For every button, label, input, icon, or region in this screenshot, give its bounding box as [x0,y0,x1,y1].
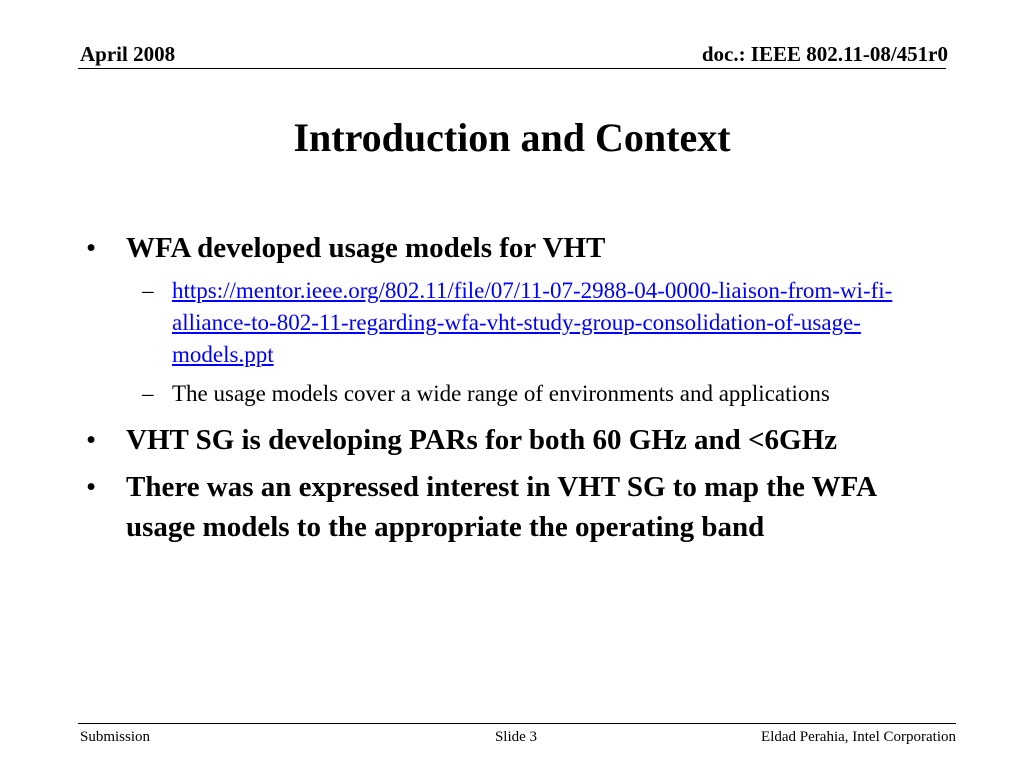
bullet-dot-icon: • [86,232,97,264]
sub-item-text: The usage models cover a wide range of environments and applications [172,381,830,406]
dash-icon: – [142,278,154,303]
bullet-dot-icon: • [86,424,97,456]
bullet-text: VHT SG is developing PARs for both 60 GHz and <6GHz [126,424,837,456]
sub-item-link [80,275,950,371]
bullet-item [80,420,950,460]
bullet-item [80,228,950,268]
footer-author: Eldad Perahia, Intel Corporation [761,729,956,745]
bullet-dot-icon: • [86,471,97,503]
footer-submission: Submission [80,729,151,745]
slide-body [80,228,950,547]
slide-title: Introduction and Context [293,115,731,160]
dash-icon: – [142,381,154,406]
bullet-text: There was an expressed interest in VHT SG to map the WFA usage models to the appropriate the operating band [126,471,876,543]
bullet-item [80,467,950,547]
header-doc-id: doc.: IEEE 802.11-08/451r0 [701,42,948,66]
sub-item [80,378,950,410]
header-date: April 2008 [80,42,176,66]
bullet-text: WFA developed usage models for VHT [126,232,606,264]
liaison-document-link[interactable]: https://mentor.ieee.org/802.11/file/07/11-07-2988-04-0000-liaison-from-wi-fi-alliance-to-802-11-regarding-wfa-vht-study-group-consolidation-of-usage-models.ppt [172,278,893,367]
footer-divider [78,723,956,724]
footer-slide-number: Slide 3 [494,729,538,745]
header-divider [78,68,946,69]
